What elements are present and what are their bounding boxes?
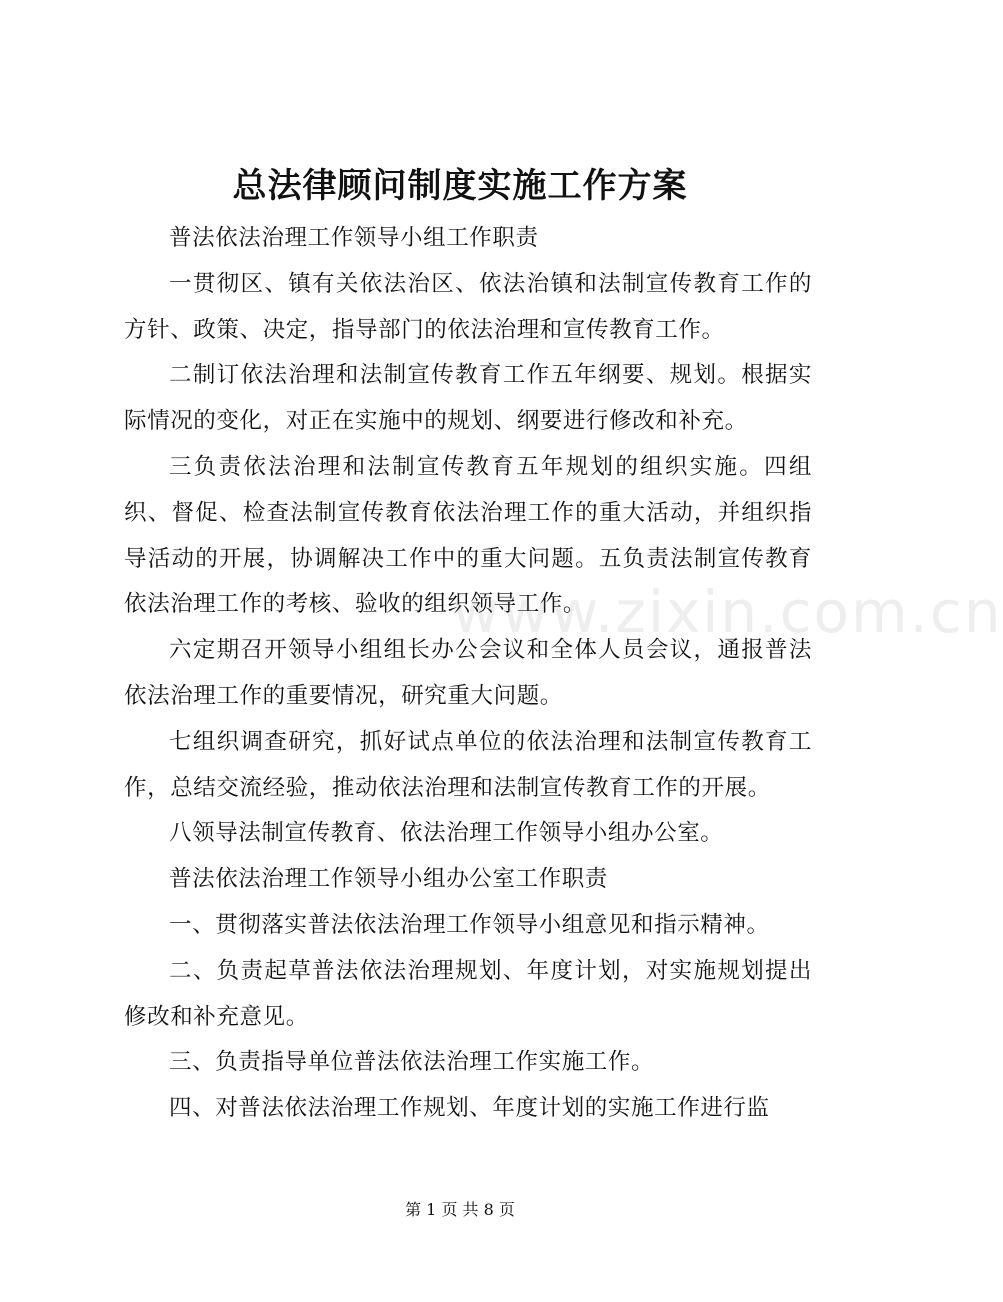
paragraph: 八领导法制宣传教育、依法治理工作领导小组办公室。 <box>169 820 724 847</box>
page-number-footer: 第 1 页 共 8 页 <box>405 1200 515 1219</box>
paragraph: 四、对普法依法治理工作规划、年度计划的实施工作进行监 <box>169 1095 770 1122</box>
paragraph: 二制订依法治理和法制宣传教育工作五年纲要、规划。根据实际情况的变化，对正在实施中的规划、纲要进行修改和补充。 <box>124 362 812 435</box>
paragraph: 二、负责起草普法依法治理规划、年度计划，对实施规划提出修改和补充意见。 <box>124 957 812 1030</box>
paragraph: 普法依法治理工作领导小组工作职责 <box>169 225 539 251</box>
paragraph: 三负责依法治理和法制宣传教育五年规划的组织实施。四组织、督促、检查法制宣传教育依法治理工作的重大活动，并组织指导活动的开展，协调解决工作中的重大问题。五负责法制宣传教育依法治理工作的考核、验收的组织领导工作。 <box>124 453 812 618</box>
paragraph: 一、贯彻落实普法依法治理工作领导小组意见和指示精神。 <box>169 911 770 938</box>
watermark: www.zixin.com.cn <box>452 578 1003 646</box>
paragraph: 三、负责指导单位普法依法治理工作实施工作。 <box>169 1049 655 1076</box>
paragraph: 普法依法治理工作领导小组办公室工作职责 <box>169 866 608 893</box>
document-body <box>124 216 812 1132</box>
document-title: 总法律顾问制度实施工作方案 <box>232 166 688 206</box>
paragraph: 七组织调查研究，抓好试点单位的依法治理和法制宣传教育工作，总结交流经验，推动依法治理和法制宣传教育工作的开展。 <box>124 728 812 801</box>
paragraph: 六定期召开领导小组组长办公会议和全体人员会议，通报普法依法治理工作的重要情况，研究重大问题。 <box>124 637 812 709</box>
paragraph: 一贯彻区、镇有关依法治区、依法治镇和法制宣传教育工作的方针、政策、决定，指导部门的依法治理和宣传教育工作。 <box>124 270 812 343</box>
